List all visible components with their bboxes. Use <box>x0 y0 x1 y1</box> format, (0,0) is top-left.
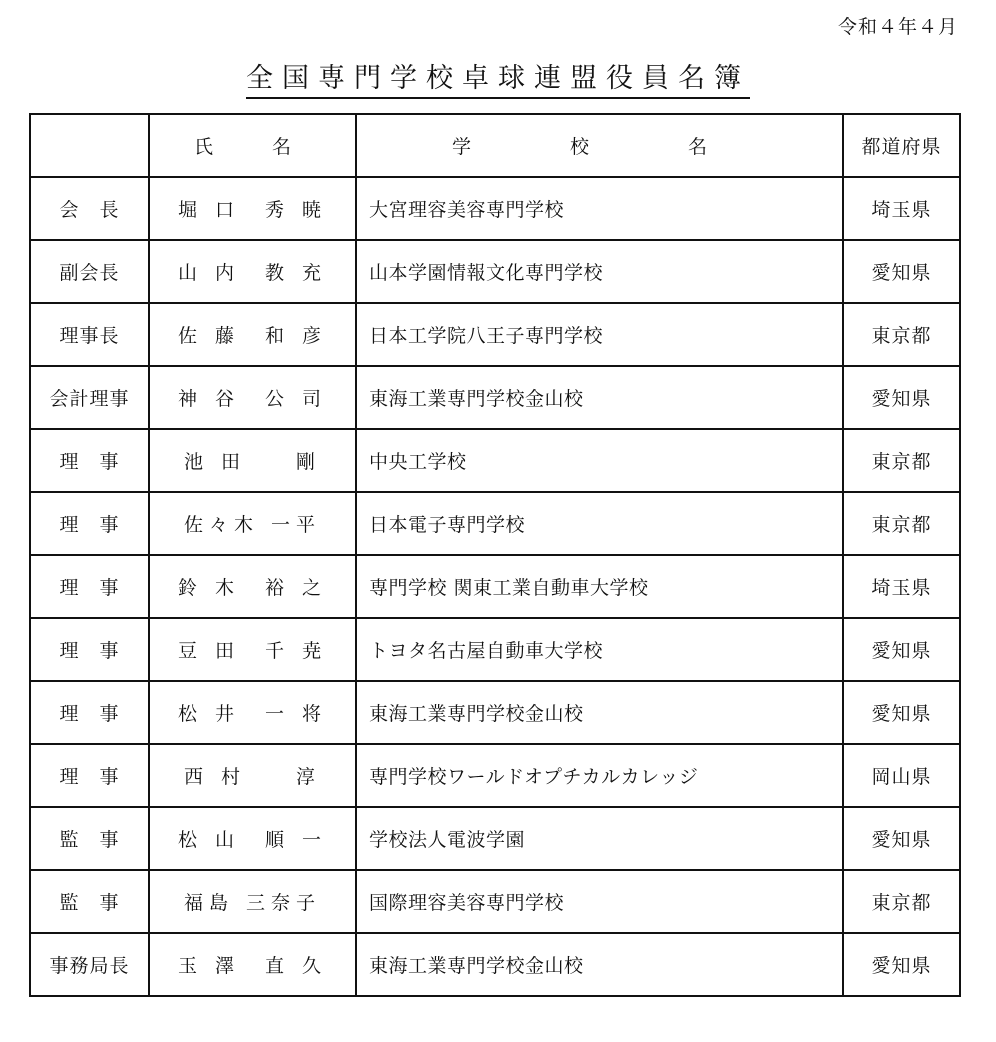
name-cell: 福島 三奈子 <box>149 870 356 933</box>
document-title-text: 全国専門学校卓球連盟役員名簿 <box>246 63 750 99</box>
school-cell: トヨタ名古屋自動車大学校 <box>356 618 843 681</box>
table-row <box>30 870 960 933</box>
name-cell: 鈴 木 裕 之 <box>149 555 356 618</box>
name-cell: 佐々木 一平 <box>149 492 356 555</box>
prefecture-cell: 埼玉県 <box>843 555 960 618</box>
prefecture-cell: 東京都 <box>843 429 960 492</box>
prefecture-cell: 東京都 <box>843 303 960 366</box>
prefecture-cell: 愛知県 <box>843 681 960 744</box>
role-cell: 監 事 <box>30 807 149 870</box>
role-cell: 事務局長 <box>30 933 149 996</box>
role-cell: 理 事 <box>30 555 149 618</box>
school-cell: 中央工学校 <box>356 429 843 492</box>
prefecture-cell: 愛知県 <box>843 933 960 996</box>
table-row <box>30 933 960 996</box>
table-row <box>30 177 960 240</box>
table-header-row <box>30 114 960 177</box>
table-row <box>30 366 960 429</box>
role-cell: 監 事 <box>30 870 149 933</box>
prefecture-cell: 岡山県 <box>843 744 960 807</box>
document-date: 令和４年４月 <box>837 16 958 38</box>
school-cell: 学校法人電波学園 <box>356 807 843 870</box>
officer-roster-table <box>29 113 961 997</box>
school-cell: 専門学校ワールドオプチカルカレッジ <box>356 744 843 807</box>
role-cell: 理 事 <box>30 492 149 555</box>
role-cell: 会 長 <box>30 177 149 240</box>
table-row <box>30 492 960 555</box>
role-cell: 会計理事 <box>30 366 149 429</box>
prefecture-cell: 愛知県 <box>843 366 960 429</box>
school-cell: 東海工業専門学校金山校 <box>356 933 843 996</box>
prefecture-cell: 愛知県 <box>843 807 960 870</box>
school-cell: 山本学園情報文化専門学校 <box>356 240 843 303</box>
name-cell: 神 谷 公 司 <box>149 366 356 429</box>
role-cell: 理 事 <box>30 744 149 807</box>
header-school: 学 校 名 <box>356 114 843 177</box>
table-row <box>30 744 960 807</box>
table-row <box>30 240 960 303</box>
name-cell: 池 田 剛 <box>149 429 356 492</box>
school-cell: 国際理容美容専門学校 <box>356 870 843 933</box>
name-cell: 西 村 淳 <box>149 744 356 807</box>
prefecture-cell: 埼玉県 <box>843 177 960 240</box>
name-cell: 山 内 教 充 <box>149 240 356 303</box>
name-cell: 佐 藤 和 彦 <box>149 303 356 366</box>
role-cell: 理事長 <box>30 303 149 366</box>
role-cell: 理 事 <box>30 429 149 492</box>
school-cell: 東海工業専門学校金山校 <box>356 681 843 744</box>
table-row <box>30 555 960 618</box>
header-prefecture: 都道府県 <box>843 114 960 177</box>
school-cell: 専門学校 関東工業自動車大学校 <box>356 555 843 618</box>
header-role <box>30 114 149 177</box>
role-cell: 理 事 <box>30 681 149 744</box>
table-row <box>30 807 960 870</box>
school-cell: 東海工業専門学校金山校 <box>356 366 843 429</box>
name-cell: 松 山 順 一 <box>149 807 356 870</box>
table-row <box>30 618 960 681</box>
document-title <box>0 56 996 95</box>
table-row <box>30 681 960 744</box>
role-cell: 理 事 <box>30 618 149 681</box>
prefecture-cell: 東京都 <box>843 870 960 933</box>
name-cell: 堀 口 秀 暁 <box>149 177 356 240</box>
prefecture-cell: 愛知県 <box>843 618 960 681</box>
school-cell: 日本工学院八王子専門学校 <box>356 303 843 366</box>
prefecture-cell: 東京都 <box>843 492 960 555</box>
name-cell: 松 井 一 将 <box>149 681 356 744</box>
school-cell: 大宮理容美容専門学校 <box>356 177 843 240</box>
school-cell: 日本電子専門学校 <box>356 492 843 555</box>
role-cell: 副会長 <box>30 240 149 303</box>
name-cell: 玉 澤 直 久 <box>149 933 356 996</box>
name-cell: 豆 田 千 尭 <box>149 618 356 681</box>
table-row <box>30 303 960 366</box>
prefecture-cell: 愛知県 <box>843 240 960 303</box>
table-row <box>30 429 960 492</box>
header-name: 氏 名 <box>149 114 356 177</box>
